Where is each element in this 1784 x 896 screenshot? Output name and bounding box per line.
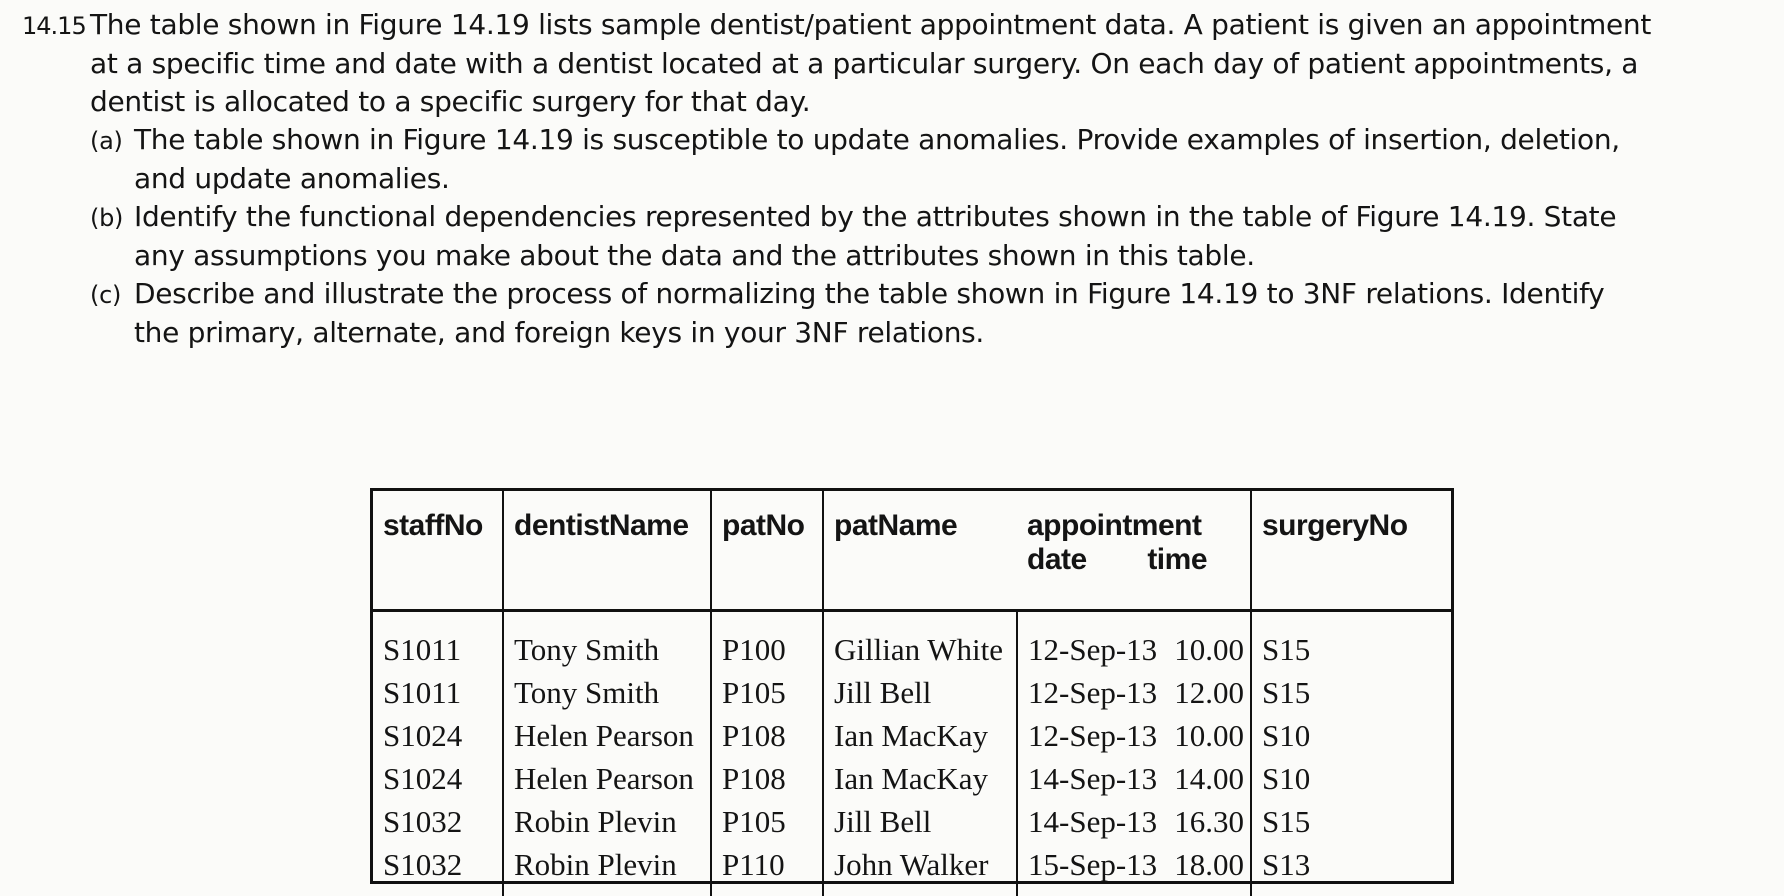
cell-dentistname: Helen Pearson xyxy=(503,757,711,800)
header-staffno: staffNo xyxy=(373,491,503,611)
cell-staffno: S1011 xyxy=(383,674,462,710)
cell-patno: P108 xyxy=(711,714,823,757)
cell-date: 14-Sep-13 xyxy=(1017,757,1157,800)
cell-time: 12.00 xyxy=(1174,674,1244,710)
part-b-text-2: any assumptions you make about the data and the attributes shown in this table. xyxy=(134,239,1255,272)
cell-dentistname: Robin Plevin xyxy=(503,843,711,896)
part-b-label: (b) xyxy=(90,204,124,232)
appointment-table-frame xyxy=(370,488,1454,884)
header-patname: patName xyxy=(823,491,1017,611)
table-row xyxy=(373,843,1451,896)
cell-patname: Ian MacKay xyxy=(823,714,1017,757)
table-row xyxy=(373,671,1451,714)
cell-patname: Ian MacKay xyxy=(823,757,1017,800)
part-c-text-1: Describe and illustrate the process of normalizing the table shown in Figure 14.19 to 3NF relations. Identify xyxy=(134,277,1605,310)
cell-time: 16.30 xyxy=(1174,803,1244,839)
part-a-text-1: The table shown in Figure 14.19 is susceptible to update anomalies. Provide examples of insertion, deletion, xyxy=(134,123,1620,156)
part-c-line-1 xyxy=(22,275,1762,314)
cell-date: 12-Sep-13 xyxy=(1017,714,1157,757)
part-c-label: (c) xyxy=(90,281,122,309)
appointment-table xyxy=(373,491,1451,896)
cell-time: 18.00 xyxy=(1174,846,1244,882)
cell-patname: Gillian White xyxy=(823,611,1017,672)
cell-date: 12-Sep-13 xyxy=(1017,671,1157,714)
header-patno: patNo xyxy=(711,491,823,611)
cell-surgeryno: S10 xyxy=(1251,714,1451,757)
cell-surgeryno: S10 xyxy=(1251,757,1451,800)
cell-dentistname: Tony Smith xyxy=(503,611,711,672)
header-surgeryno: surgeryNo xyxy=(1251,491,1451,611)
header-time: time xyxy=(1147,543,1207,576)
part-b-line-1 xyxy=(22,198,1762,237)
cell-dentistname: Tony Smith xyxy=(503,671,711,714)
cell-patname: John Walker xyxy=(823,843,1017,896)
question-intro-line-1 xyxy=(22,6,1762,45)
part-b-text-1: Identify the functional dependencies represented by the attributes shown in the table of Figure 14.19. State xyxy=(134,200,1617,233)
header-date: date xyxy=(1027,543,1087,576)
intro-text-3: dentist is allocated to a specific surgery for that day. xyxy=(90,85,811,118)
table-row xyxy=(373,714,1451,757)
cell-time: 10.00 xyxy=(1174,631,1244,667)
header-appointment-subheads xyxy=(1027,543,1207,577)
part-a-text-2: and update anomalies. xyxy=(134,162,450,195)
cell-patno: P105 xyxy=(711,671,823,714)
table-row xyxy=(373,757,1451,800)
cell-staffno: S1032 xyxy=(383,803,463,839)
cell-patno: P108 xyxy=(711,757,823,800)
exercise-question xyxy=(22,6,1762,352)
cell-surgeryno: S15 xyxy=(1251,800,1451,843)
cell-time: 10.00 xyxy=(1174,717,1244,753)
table-row xyxy=(373,800,1451,843)
cell-staffno: S1011 xyxy=(383,631,462,667)
cell-staffno: S1032 xyxy=(383,846,463,882)
cell-patname: Jill Bell xyxy=(823,671,1017,714)
cell-staffno: S1024 xyxy=(383,717,463,753)
cell-patno: P110 xyxy=(711,843,823,896)
cell-dentistname: Helen Pearson xyxy=(503,714,711,757)
cell-patno: P100 xyxy=(711,611,823,672)
cell-surgeryno: S15 xyxy=(1251,611,1451,672)
intro-text-1: The table shown in Figure 14.19 lists sample dentist/patient appointment data. A patient is given an appointment xyxy=(90,8,1652,41)
header-appointment xyxy=(1017,491,1251,611)
cell-surgeryno: S15 xyxy=(1251,671,1451,714)
table-row xyxy=(373,611,1451,672)
intro-text-2: at a specific time and date with a dentist located at a particular surgery. On each day of patient appointments, a xyxy=(90,47,1639,80)
table-header-row xyxy=(373,491,1451,611)
cell-surgeryno: S13 xyxy=(1251,843,1451,896)
cell-dentistname: Robin Plevin xyxy=(503,800,711,843)
header-appointment-label: appointment xyxy=(1027,509,1202,542)
cell-patname: Jill Bell xyxy=(823,800,1017,843)
cell-date: 14-Sep-13 xyxy=(1017,800,1157,843)
cell-date: 12-Sep-13 xyxy=(1017,611,1157,672)
question-number: 14.15 xyxy=(22,12,86,40)
part-a-label: (a) xyxy=(90,127,123,155)
cell-patno: P105 xyxy=(711,800,823,843)
part-a-line-1 xyxy=(22,121,1762,160)
cell-time: 14.00 xyxy=(1174,760,1244,796)
cell-date: 15-Sep-13 xyxy=(1017,843,1157,896)
part-c-text-2: the primary, alternate, and foreign keys in your 3NF relations. xyxy=(134,316,985,349)
header-dentistname: dentistName xyxy=(503,491,711,611)
cell-staffno: S1024 xyxy=(383,760,463,796)
